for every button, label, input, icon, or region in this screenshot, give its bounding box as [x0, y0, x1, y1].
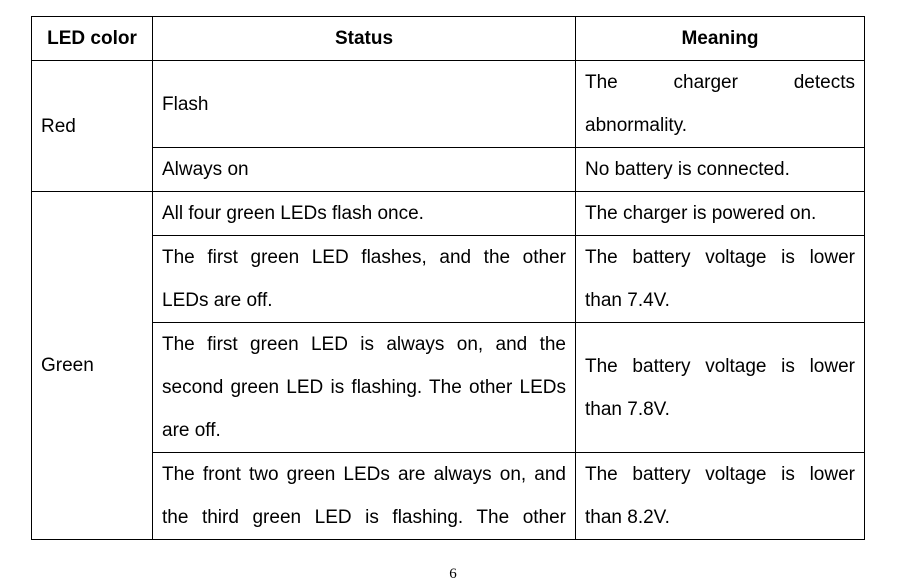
table-header-row — [32, 17, 865, 61]
status-cell: The first green LED is always on, and the second green LED is flashing. The other LEDs are off. — [153, 323, 576, 453]
table-row — [32, 148, 865, 192]
meaning-cell: The battery voltage is lower than 7.8V. — [576, 323, 865, 453]
status-cell: All four green LEDs flash once. — [153, 192, 576, 236]
page-number: 6 — [449, 566, 457, 582]
status-cell: Flash — [153, 61, 576, 148]
status-cell: The first green LED flashes, and the other LEDs are off. — [153, 236, 576, 323]
meaning-cell: The charger is powered on. — [576, 192, 865, 236]
led-status-table — [31, 16, 865, 540]
led-color-cell-red: Red — [32, 61, 153, 192]
status-cell: Always on — [153, 148, 576, 192]
status-cell: The front two green LEDs are always on, and the third green LED is flashing. The other — [153, 453, 576, 540]
table-row — [32, 192, 865, 236]
meaning-cell: No battery is connected. — [576, 148, 865, 192]
meaning-cell: The charger detects abnormality. — [576, 61, 865, 148]
table-row — [32, 61, 865, 148]
header-meaning: Meaning — [576, 17, 865, 61]
header-led-color: LED color — [32, 17, 153, 61]
table-row — [32, 323, 865, 453]
header-status: Status — [153, 17, 576, 61]
table-row — [32, 453, 865, 540]
table-row — [32, 236, 865, 323]
meaning-cell: The battery voltage is lower than 7.4V. — [576, 236, 865, 323]
led-color-cell-green: Green — [32, 192, 153, 540]
meaning-cell: The battery voltage is lower than 8.2V. — [576, 453, 865, 540]
